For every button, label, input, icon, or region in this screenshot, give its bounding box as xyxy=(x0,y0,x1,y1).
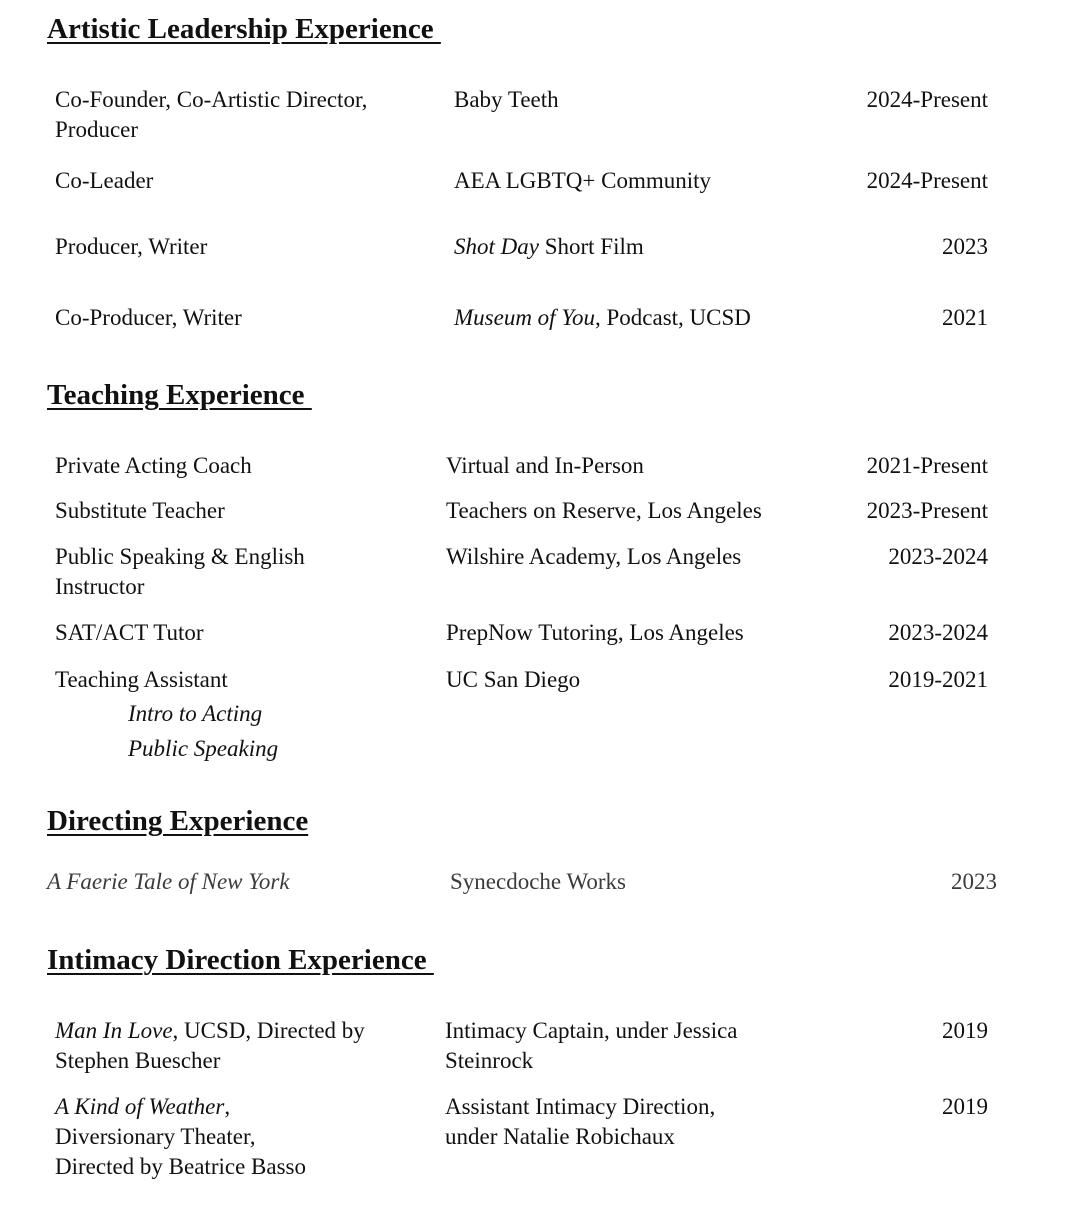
intimacy-row-2-show-title: A Kind of Weather xyxy=(55,1094,225,1119)
teaching-row-1-years: 2021-Present xyxy=(866,453,988,478)
artistic-row-1-role: Co-Founder, Co-Artistic Director, Producer xyxy=(55,87,368,142)
artistic-row-2-org: AEA LGBTQ+ Community xyxy=(454,168,712,193)
artistic-row-2-role: Co-Leader xyxy=(55,168,154,193)
teaching-row-4-years: 2023-2024 xyxy=(888,620,988,645)
teaching-row-3-org: Wilshire Academy, Los Angeles xyxy=(446,544,742,569)
artistic-row-3-org-title: Shot Day xyxy=(454,234,539,259)
section-heading-intimacy-direction: Intimacy Direction Experience xyxy=(47,944,434,976)
intimacy-row-2-role: Assistant Intimacy Direction, under Natalie Robichaux xyxy=(445,1094,716,1149)
teaching-course-item: Intro to Acting xyxy=(128,701,263,726)
intimacy-row-2-years: 2019 xyxy=(942,1094,988,1119)
section-heading-teaching: Teaching Experience xyxy=(47,379,312,411)
teaching-course-item: Public Speaking xyxy=(128,736,279,761)
teaching-row-2-years: 2023-Present xyxy=(866,498,988,523)
teaching-row-1-role: Private Acting Coach xyxy=(55,453,252,478)
directing-row-1-org: Synecdoche Works xyxy=(450,869,626,894)
teaching-row-4-role: SAT/ACT Tutor xyxy=(55,620,204,645)
intimacy-row-2-show-rest: , Diversionary Theater, Directed by Beatrice Basso xyxy=(55,1094,306,1179)
intimacy-row-1-years: 2019 xyxy=(942,1018,988,1043)
intimacy-row-1-role: Intimacy Captain, under Jessica Steinrock xyxy=(445,1018,738,1073)
artistic-row-3-role: Producer, Writer xyxy=(55,234,208,259)
teaching-row-3-years: 2023-2024 xyxy=(888,544,988,569)
teaching-row-3-role: Public Speaking & English Instructor xyxy=(55,544,305,599)
artistic-row-1-years: 2024-Present xyxy=(866,87,988,112)
artistic-row-4-role: Co-Producer, Writer xyxy=(55,305,242,330)
directing-row-1-title: A Faerie Tale of New York xyxy=(47,869,290,894)
teaching-row-5-org: UC San Diego xyxy=(446,667,581,692)
teaching-row-2-org: Teachers on Reserve, Los Angeles xyxy=(446,498,762,523)
section-heading-directing: Directing Experience xyxy=(47,805,309,837)
artistic-row-4-org-title: Museum of You xyxy=(454,305,595,330)
artistic-row-1-org: Baby Teeth xyxy=(454,87,559,112)
artistic-row-3-years: 2023 xyxy=(942,234,988,259)
artistic-row-4-org-rest: , Podcast, UCSD xyxy=(595,305,751,330)
teaching-row-2-role: Substitute Teacher xyxy=(55,498,225,523)
intimacy-row-1-show-title: Man In Love xyxy=(55,1018,173,1043)
artistic-row-4-years: 2021 xyxy=(942,305,988,330)
teaching-row-5-years: 2019-2021 xyxy=(888,667,988,692)
intimacy-row-1-show-rest: , UCSD, Directed by Stephen Buescher xyxy=(55,1018,365,1073)
intimacy-row-1-show xyxy=(55,1016,370,1076)
directing-row-1-years: 2023 xyxy=(951,869,997,894)
teaching-row-1-org: Virtual and In-Person xyxy=(446,453,644,478)
teaching-row-5-role: Teaching Assistant xyxy=(55,667,228,692)
section-heading-artistic-leadership: Artistic Leadership Experience xyxy=(47,13,441,45)
artistic-row-2-years: 2024-Present xyxy=(866,168,988,193)
artistic-row-3-org-rest: Short Film xyxy=(538,234,644,259)
teaching-row-4-org: PrepNow Tutoring, Los Angeles xyxy=(446,620,744,645)
intimacy-row-2-show xyxy=(55,1092,335,1182)
